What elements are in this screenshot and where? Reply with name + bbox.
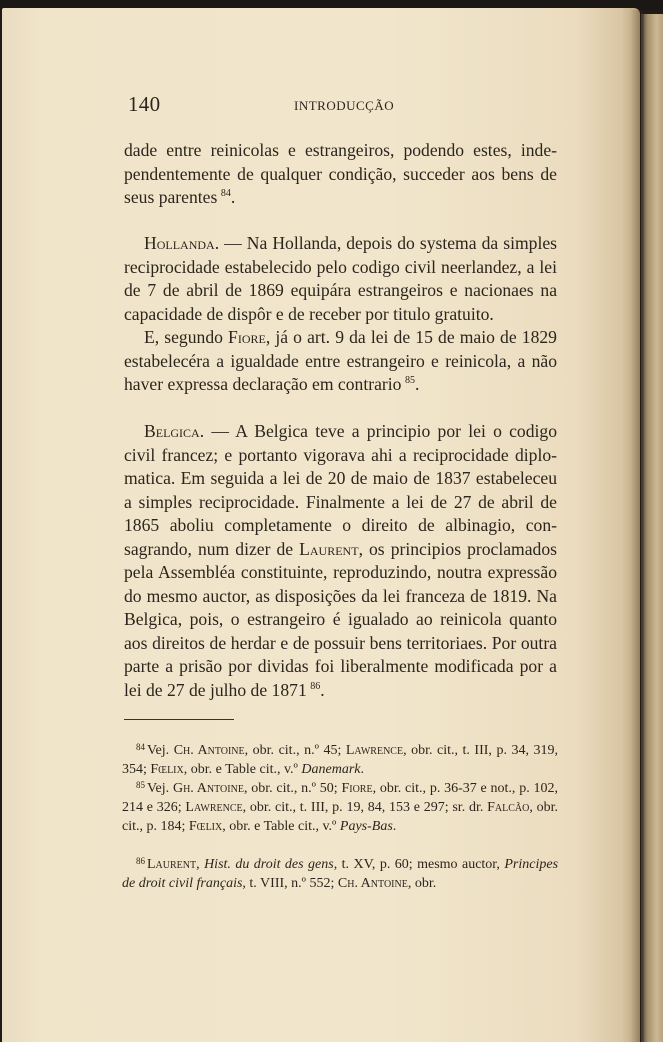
paragraph-end: . — [414, 374, 420, 394]
paragraph-belgica — [124, 420, 557, 702]
section-lead-belgica: Belgica. — [144, 421, 205, 441]
gutter-shadow — [630, 10, 644, 1042]
footnote-mark: 85 — [136, 780, 145, 790]
footnote-text: , obr. — [407, 876, 437, 891]
running-title: INTRODUCÇÃO — [294, 98, 395, 113]
footnote-text: , obr. cit., t. III, p. 19, 84, 153 e 297; sr. dr. — [242, 800, 488, 815]
footnote-separator — [124, 719, 234, 720]
author-name: Laurent — [299, 538, 359, 559]
footnote-85 — [122, 776, 558, 836]
adjacent-page-edge — [641, 14, 663, 1042]
footnote-text: , obr. cit., n.º 50; — [243, 781, 342, 796]
author-name: Falcão — [487, 800, 530, 815]
paragraph-text: — A Belgica teve a principio por lei o codigo civil francez; e portanto vigorava ahi a reciprocidade diplomatica. Em seguida a lei de 20 de maio de 1837 estabeleceu a simples reciprocidade. Finalmente a lei de 27 de abril de 1865 aboliu completamente o direito de albinagio, consagrando, num dizer de — [124, 421, 557, 559]
work-title: Hist. du droit des gens — [204, 857, 334, 872]
paragraph-text: dade entre reinicolas e estrangeiros, podendo estes, independentemente de qualquer condição, succeder aos bens de seus parentes — [124, 140, 557, 207]
author-name: Laurent — [147, 857, 197, 872]
footnote-text: , — [196, 857, 205, 872]
footnote-text: , t. XV, p. 60; mesmo auctor, — [333, 857, 505, 872]
paragraph-text: , os principios proclamados pela Assembléa constituinte, reproduzindo, noutra expressão do mesmo auctor, as disposições da lei franceza de 1819. Na Belgica, pois, o estrangeiro é igualado ao reinicola quanto aos direitos de herdar e de possuir bens territoriaes. Por outra parte a prisão por dividas foi liberalmente modificada por a lei de 27 de julho de 1871 — [124, 538, 557, 700]
author-name: Lawrence — [345, 743, 404, 758]
footnote-84 — [122, 738, 558, 779]
work-title: Pays-Bas — [339, 819, 393, 834]
author-name: Fiore — [228, 327, 266, 347]
footnote-text: , obr. cit., p. 36-37 e not., p. 102, 214 e 326; — [122, 781, 558, 815]
footnote-text: Vej. — [147, 743, 174, 758]
author-name: Fiore — [341, 781, 373, 796]
paragraph-fiore — [124, 326, 557, 397]
footnote-ref[interactable]: 84 — [220, 188, 231, 199]
footnote-86 — [122, 852, 558, 893]
author-name: Lawrence — [185, 800, 243, 815]
author-name: Fœlix — [188, 819, 223, 834]
footnote-text: , obr. cit., n.º 45; — [244, 743, 346, 758]
footnote-ref[interactable]: 86 — [310, 680, 321, 692]
page-header — [128, 92, 558, 122]
footnote-text: , obr. cit., p. 184; — [122, 800, 559, 834]
work-title: Danemark — [301, 762, 361, 777]
footnote-text: . — [392, 819, 397, 834]
footnote-text: Vej. — [147, 781, 173, 796]
section-lead-hollanda: Hollanda. — [144, 233, 220, 253]
author-name: Ch. Antoine — [337, 876, 408, 891]
paragraph-continuation — [124, 139, 557, 210]
author-name: Fœlix — [150, 762, 184, 777]
footnote-ref[interactable]: 85 — [404, 375, 415, 386]
work-title: Principes de droit civil français — [122, 857, 559, 891]
author-name: Ch. Antoine — [173, 743, 245, 758]
footnote-text: , obr. e Table cit., v.º — [222, 819, 340, 834]
paragraph-end: . — [320, 679, 325, 700]
footnote-text: , obr. e Table cit., v.º — [183, 762, 302, 777]
author-name: Gh. Antoine — [172, 781, 244, 796]
paragraph-hollanda — [124, 232, 557, 326]
footnote-mark: 84 — [136, 742, 145, 752]
paragraph-text: , já o art. 9 da lei de 15 de maio de 1829 estabelecéra a igualdade entre estrangeiro e reinicola, a não haver expressa declaração em contrario — [124, 327, 557, 394]
paragraph-text: — Na Hollanda, depois do systema da simples reciprocidade estabelecido pelo codigo civil neerlandez, a lei de 7 de abril de 1869 equipára estrangeiros e nacionaes na capacidade de dispôr e de receber por titulo gratuito. — [124, 233, 557, 324]
footnote-text: . — [360, 762, 365, 777]
paragraph-text: E, segundo — [144, 327, 229, 347]
footnote-text: , t. VIII, n.º 552; — [242, 876, 338, 891]
footnote-mark: 86 — [136, 856, 145, 866]
paragraph-end: . — [230, 187, 236, 207]
footnote-text: , obr. cit., t. III, p. 34, 319, 354; — [122, 743, 558, 777]
page-number: 140 — [128, 92, 161, 116]
